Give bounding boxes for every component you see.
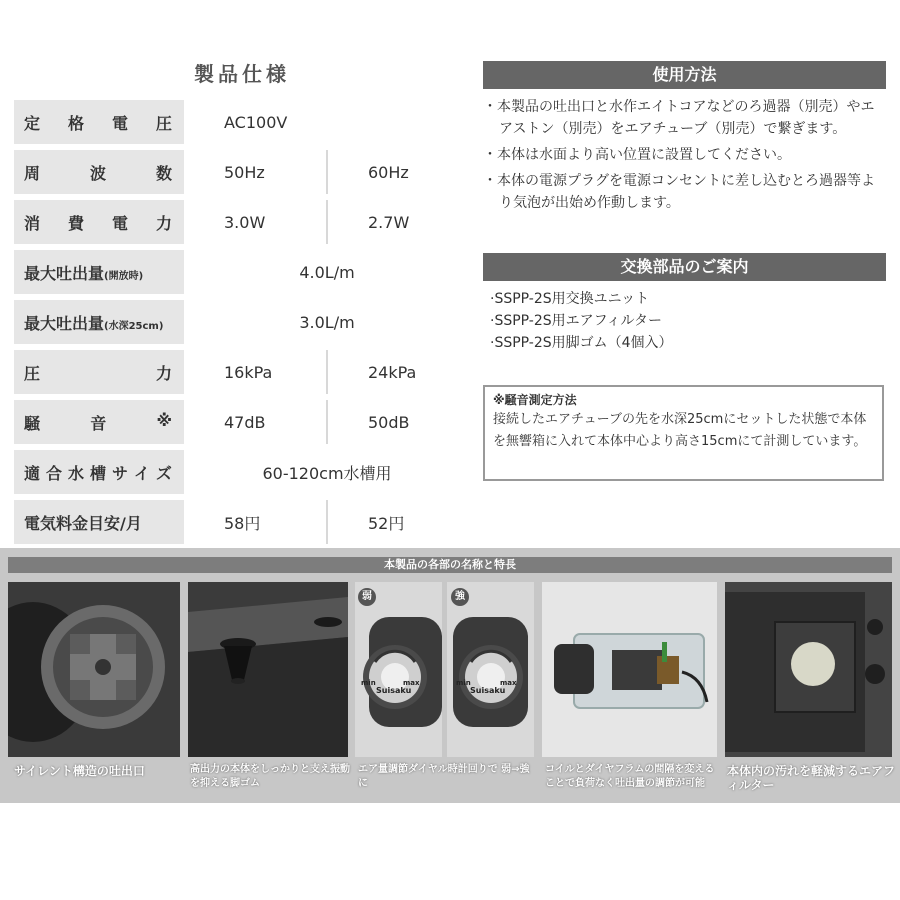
features-header: 本製品の各部の名称と特長	[8, 557, 892, 573]
brand-label-1: Suisaku	[376, 686, 412, 695]
feet-photo	[188, 582, 348, 757]
filter-photo	[725, 582, 892, 757]
air-filter-icon	[725, 582, 892, 757]
spec-row-max-flow-open	[14, 247, 470, 297]
spec-value-noise-60: 50dB	[327, 397, 470, 447]
spec-value-power-60: 2.7W	[327, 197, 470, 247]
usage-item: ・本体の電源プラグを電源コンセントに差し込むとろ過器等より気泡が出始め作動します。	[483, 173, 875, 211]
brand-label-2: Suisaku	[470, 686, 506, 695]
spec-label-max-flow-open-note: (開放時)	[104, 270, 144, 282]
caption-dial: エア量調節ダイヤル時計回りで 弱⇒強 に	[358, 764, 530, 789]
spec-value-frequency-50: 50Hz	[184, 147, 327, 197]
spec-value-voltage: AC100V	[184, 100, 470, 147]
weak-badge: 弱	[358, 588, 376, 606]
spec-table	[14, 100, 470, 550]
dial-weak-icon	[355, 582, 442, 757]
spec-label-electricity: 電気料金目安/月	[24, 513, 142, 533]
spec-row-pressure	[14, 347, 470, 397]
caption-feet: 高出力の本体をしっかりと支え振動を抑える脚ゴム	[190, 764, 350, 789]
outlet-photo	[8, 582, 180, 757]
spec-label-max-flow-depth-note: (水深25cm)	[104, 320, 164, 332]
spec-label-power: 消 費 電 力	[24, 213, 172, 233]
dial-weak-photo	[355, 582, 442, 757]
usage-item: ・本体は水面より高い位置に設置してください。	[483, 147, 791, 163]
outlet-icon	[8, 582, 180, 757]
spec-label-frequency: 周 波 数	[24, 163, 172, 183]
spec-row-power	[14, 197, 470, 247]
spec-value-tank-size: 60-120cm水槽用	[184, 447, 470, 497]
coil-unit-icon	[542, 582, 717, 757]
spec-value-pressure-60: 24kPa	[327, 347, 470, 397]
spec-row-electricity	[14, 497, 470, 547]
parts-list	[490, 288, 673, 354]
dial-strong-photo	[447, 582, 534, 757]
spec-value-noise-50: 47dB	[184, 397, 327, 447]
dial-strong-icon	[447, 582, 534, 757]
rubber-foot-icon	[188, 582, 348, 757]
spec-row-voltage	[14, 100, 470, 147]
spec-label-noise: 騒 音 ※	[24, 410, 172, 433]
spec-label-pressure: 圧 力	[24, 363, 172, 383]
noise-note-box	[483, 385, 884, 481]
spec-row-frequency	[14, 147, 470, 197]
spec-value-electricity-50: 58円	[184, 497, 327, 547]
spec-row-max-flow-25cm	[14, 297, 470, 347]
dial-max-label-2: max	[500, 679, 517, 687]
spec-label-max-flow-2: 最大吐出量	[24, 313, 105, 333]
usage-item: ・本製品の吐出口と水作エイトコアなどのろ過器（別売）やエアストン（別売）をエアチューブ（別売）で繋ぎます。	[483, 99, 875, 137]
caption-coil: コイルとダイヤフラムの間隔を変えることで負荷なく吐出量の調節が可能	[545, 764, 715, 789]
dial-min-label-2: min	[456, 679, 471, 687]
spec-title: 製品仕様	[194, 62, 290, 86]
dial-min-label-1: min	[361, 679, 376, 687]
dial-max-label-1: max	[403, 679, 420, 687]
spec-value-max-flow-25cm: 3.0L/m	[184, 297, 470, 347]
spec-label-voltage: 定 格 電 圧	[24, 113, 172, 133]
spec-row-tank-size	[14, 447, 470, 497]
coil-photo	[542, 582, 717, 757]
noise-note-text: 接続したエアチューブの先を水深25cmにセットした状態で本体を無響箱に入れて本体中心より高さ15cmにて計測しています。	[493, 412, 867, 449]
noise-note-title: ※騒音測定方法	[493, 393, 577, 407]
usage-list	[483, 96, 883, 218]
spec-label-max-flow: 最大吐出量	[24, 263, 105, 283]
parts-header: 交換部品のご案内	[483, 253, 886, 281]
parts-item: ·SSPP-2S用交換ユニット	[490, 291, 650, 307]
parts-item: ·SSPP-2S用脚ゴム（4個入）	[490, 335, 673, 351]
usage-header: 使用方法	[483, 61, 886, 89]
spec-value-max-flow-open: 4.0L/m	[184, 247, 470, 297]
spec-row-noise	[14, 397, 470, 447]
spec-value-power-50: 3.0W	[184, 197, 327, 247]
caption-outlet: サイレント構造の吐出口	[14, 764, 145, 778]
caption-filter: 本体内の汚れを軽減するエアフィルター	[727, 764, 896, 792]
spec-value-frequency-60: 60Hz	[327, 147, 470, 197]
spec-value-pressure-50: 16kPa	[184, 347, 327, 397]
parts-item: ·SSPP-2S用エアフィルター	[490, 313, 662, 329]
spec-value-electricity-60: 52円	[327, 497, 470, 547]
spec-label-tank-size: 適 合 水 槽 サ イ ズ	[24, 463, 172, 483]
strong-badge: 強	[451, 588, 469, 606]
